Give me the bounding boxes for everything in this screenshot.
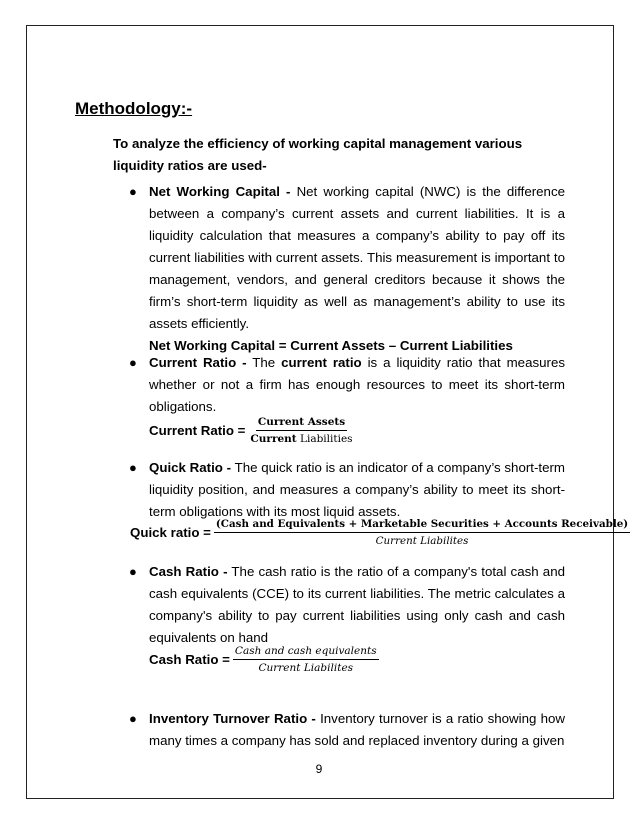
formula-label: Cash Ratio = — [149, 652, 230, 667]
fraction — [248, 416, 354, 445]
bullet-net-working-capital — [113, 181, 565, 357]
denominator-rest: Liabilities — [300, 433, 353, 445]
bullet-text-post: is a liquidity ratio that measures whether or not a firm has enough resources to meet its short-term obligations. — [149, 355, 565, 414]
quick-ratio-formula — [130, 518, 630, 547]
bullet-text: Net working capital (NWC) is the difference between a company’s current assets and current liabilities. It is a liquidity calculation that measures a company’s ability to pay off its current liabilities with current assets. This measurement is important to management, vendors, and general creditors because it shows the firm’s short-term liquidity as well as management’s ability to use its assets efficiently. — [149, 184, 565, 331]
bullet-quick-ratio — [113, 457, 565, 523]
fraction-numerator: Cash and cash equivalents — [233, 645, 379, 660]
nwc-formula: Net Working Capital = Current Assets – Current Liabilities — [149, 338, 513, 353]
formula-label: Quick ratio = — [130, 525, 211, 540]
bullet-text: The quick ratio is an indicator of a company’s short-term liquidity position, and measures a company’s ability to meet its short-term obligations with its most liquid assets. — [149, 460, 565, 519]
bullet-icon: ● — [129, 460, 137, 475]
section-heading: Methodology:- — [75, 99, 193, 118]
bullet-inventory-turnover — [113, 708, 565, 752]
bullet-term: Net Working Capital - — [149, 184, 291, 199]
bullet-text-pre: The — [252, 355, 276, 370]
bullet-term: Cash Ratio - — [149, 564, 228, 579]
bullet-term: Current Ratio - — [149, 355, 247, 370]
bullet-icon: ● — [129, 355, 137, 370]
bullet-current-ratio — [113, 352, 565, 418]
fraction — [214, 518, 630, 547]
fraction-denominator: Current Liabilites — [258, 662, 354, 674]
fraction — [233, 645, 379, 674]
fraction-denominator — [248, 431, 354, 445]
bullet-text: The cash ratio is the ratio of a company's total cash and cash equivalents (CCE) to its current liabilities. The metric calculates a company's ability to pay current liabilities using only cash and cash equivalents on hand — [149, 564, 565, 645]
current-ratio-formula — [149, 416, 355, 445]
bullet-cash-ratio — [113, 561, 565, 649]
intro-text: To analyze the efficiency of working capital management various liquidity ratios are used- — [113, 136, 523, 173]
page-number: 9 — [315, 762, 323, 776]
fraction-numerator: (Cash and Equivalents + Marketable Securities + Accounts Receivable) — [214, 518, 630, 533]
bullet-text-bold: current ratio — [281, 355, 362, 370]
bullet-text: Inventory turnover is a ratio showing how many times a company has sold and replaced inventory during a given — [149, 711, 565, 748]
fraction-numerator: Current Assets — [256, 416, 347, 431]
bullet-icon: ● — [129, 184, 137, 199]
formula-label: Current Ratio = — [149, 423, 246, 438]
denominator-bold: Current — [250, 433, 297, 445]
bullet-icon: ● — [129, 564, 137, 579]
bullet-term: Quick Ratio - — [149, 460, 232, 475]
fraction-denominator: Current Liabilites — [375, 535, 469, 547]
cash-ratio-formula — [149, 645, 379, 674]
bullet-term: Inventory Turnover Ratio - — [149, 711, 316, 726]
bullet-icon: ● — [129, 711, 137, 726]
